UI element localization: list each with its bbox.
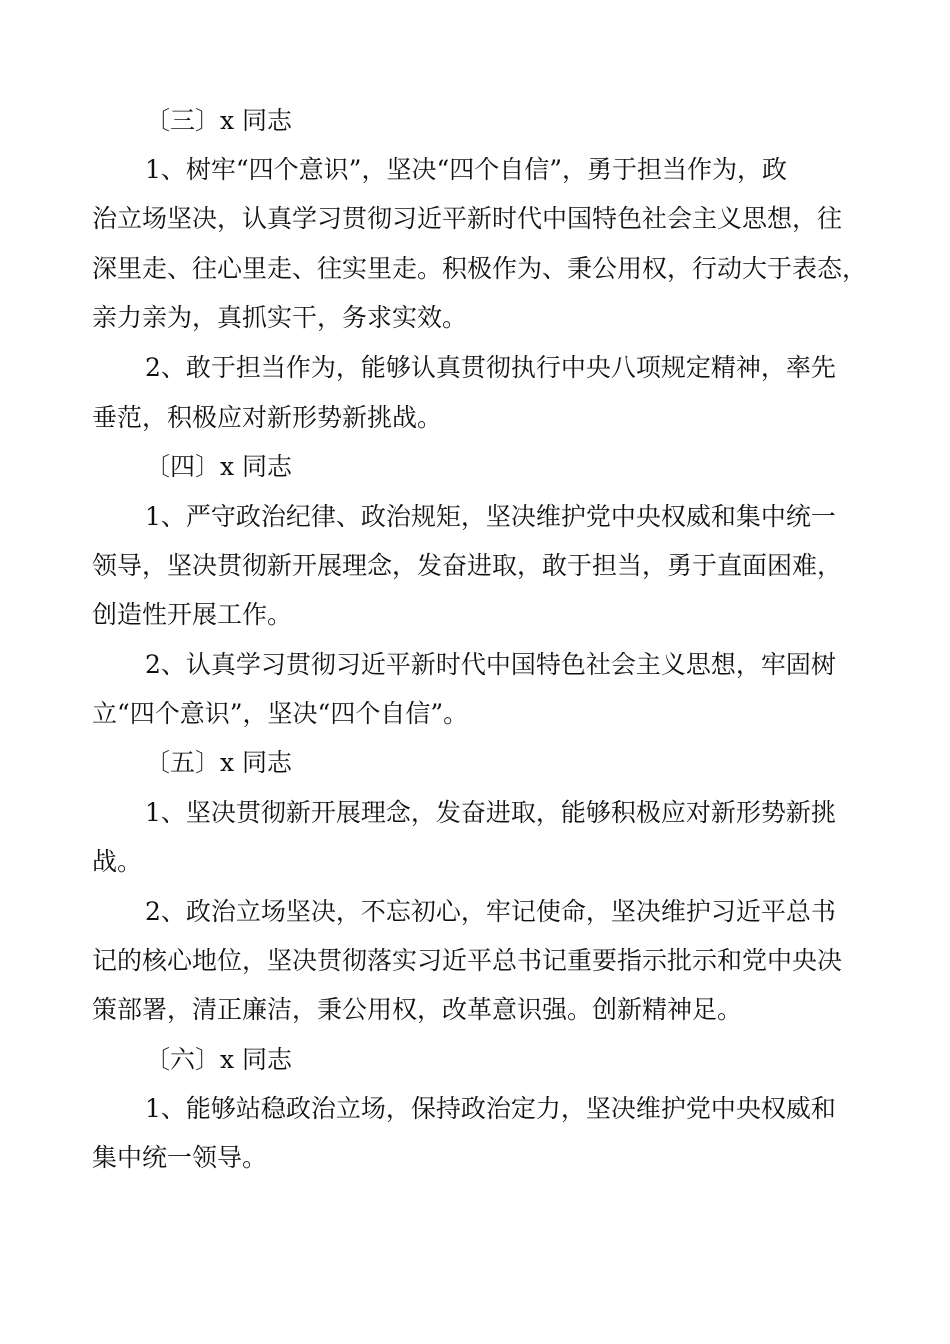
paragraph-line: 领导，坚决贯彻新开展理念，发奋进取，敢于担当，勇于直面困难， xyxy=(92,551,843,580)
section-heading: 〔五〕x 同志 xyxy=(145,748,293,777)
paragraph-line: 战。 xyxy=(92,847,143,876)
paragraph-line: 立“四个意识”，坚决“四个自信”。 xyxy=(92,699,469,728)
paragraph-line: 策部署，清正廉洁，秉公用权，改革意识强。创新精神足。 xyxy=(92,995,743,1024)
paragraph-line: 创造性开展工作。 xyxy=(92,600,293,629)
paragraph-line: 集中统一领导。 xyxy=(92,1143,268,1172)
paragraph-line: 2、政治立场坚决，不忘初心，牢记使命，坚决维护习近平总书 xyxy=(145,897,836,926)
paragraph-line: 深里走、往心里走、往实里走。积极作为、秉公用权，行动大于表态， xyxy=(92,254,868,283)
paragraph-line: 垂范，积极应对新形势新挑战。 xyxy=(92,403,443,432)
paragraph-line: 记的核心地位，坚决贯彻落实习近平总书记重要指示批示和党中央决 xyxy=(92,946,843,975)
paragraph-line: 2、认真学习贯彻习近平新时代中国特色社会主义思想，牢固树 xyxy=(145,650,836,679)
section-heading: 〔三〕x 同志 xyxy=(145,106,293,135)
section-heading: 〔四〕x 同志 xyxy=(145,452,293,481)
paragraph-line: 1、树牢“四个意识”，坚决“四个自信”，勇于担当作为，政 xyxy=(145,155,788,184)
paragraph-line: 1、严守政治纪律、政治规矩，坚决维护党中央权威和集中统一 xyxy=(145,502,836,531)
paragraph-line: 亲力亲为，真抓实干，务求实效。 xyxy=(92,303,468,332)
section-heading: 〔六〕x 同志 xyxy=(145,1045,293,1074)
paragraph-line: 2、敢于担当作为，能够认真贯彻执行中央八项规定精神，率先 xyxy=(145,353,836,382)
paragraph-line: 治立场坚决，认真学习贯彻习近平新时代中国特色社会主义思想，往 xyxy=(92,204,843,233)
paragraph-line: 1、能够站稳政治立场，保持政治定力，坚决维护党中央权威和 xyxy=(145,1094,836,1123)
paragraph-line: 1、坚决贯彻新开展理念，发奋进取，能够积极应对新形势新挑 xyxy=(145,798,836,827)
